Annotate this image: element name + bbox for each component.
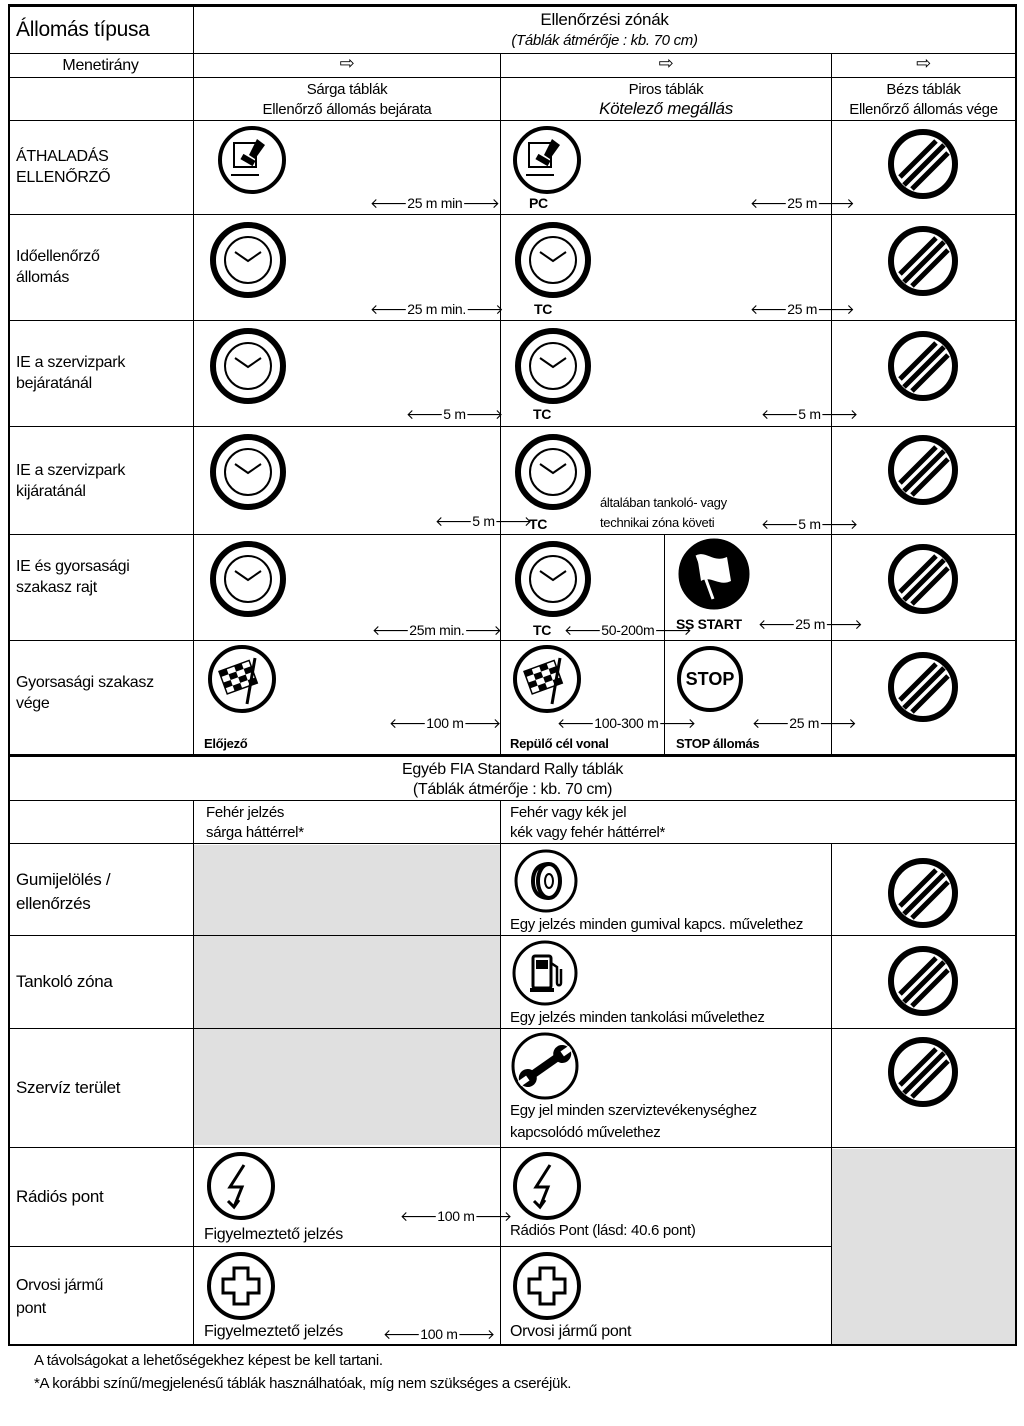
lightning-icon	[512, 1151, 582, 1221]
clock-icon	[514, 221, 592, 299]
clock-icon	[514, 327, 592, 405]
distance-label: 🡐50-200m🡒	[564, 622, 692, 638]
ss-start-label: SS START	[676, 616, 742, 632]
clock-icon	[209, 221, 287, 299]
footnote: A távolságokat a lehetőségekhez képest be kell tartani.	[34, 1352, 383, 1369]
distance-label: 🡐100 m🡒	[400, 1208, 512, 1224]
control-code: TC	[533, 622, 552, 638]
column-header: sárga háttérrel*	[206, 824, 304, 841]
column-header: Fehér vagy kék jel	[510, 804, 627, 821]
sign-caption: Előjező	[204, 736, 248, 751]
direction-arrow: ⇨	[339, 53, 355, 73]
end-zone-icon	[886, 127, 960, 201]
note-text: általában tankoló- vagy technikai zóna követi	[600, 495, 727, 530]
sign-caption: Figyelmeztető jelzés	[204, 1226, 343, 1243]
red-signs-title: Piros táblák	[628, 81, 704, 98]
distance-label: 🡐25 m🡒	[750, 195, 855, 211]
checkered-flag-icon	[512, 644, 582, 714]
wrench-icon	[510, 1031, 580, 1101]
control-code: PC	[529, 195, 548, 211]
sign-caption: Figyelmeztető jelzés	[204, 1323, 343, 1340]
end-zone-icon	[886, 856, 960, 930]
sign-caption: Egy jelzés minden tankolási művelethez	[510, 1009, 765, 1026]
tyre-icon	[513, 848, 579, 914]
station-type-header: Állomás típusa	[16, 18, 150, 41]
beige-signs-title: Bézs táblák	[886, 81, 961, 98]
distance-label: 🡐5 m🡒	[435, 513, 532, 529]
clock-icon	[209, 540, 287, 618]
column-header: kék vagy fehér háttérrel*	[510, 824, 666, 841]
end-zone-icon	[886, 542, 960, 616]
clock-icon	[209, 327, 287, 405]
row-label: Rádiós pont	[16, 1187, 104, 1206]
sign-caption: Egy jel minden szerviztevékenységhez kapcsolódó művelethez	[510, 1102, 757, 1141]
yellow-signs-subtitle: Ellenőrző állomás bejárata	[262, 101, 432, 118]
distance-label: 🡐5 m🡒	[761, 516, 858, 532]
end-zone-icon	[886, 1035, 960, 1109]
direction-arrow: ⇨	[658, 53, 674, 73]
row-label: ÁTHALADÁS ELLENŐRZŐ	[16, 148, 111, 186]
distance-label: 🡐25 m🡒	[750, 301, 855, 317]
distance-label: 🡐25 m🡒	[758, 616, 863, 632]
row-label: Gumijelölés / ellenőrzés	[16, 870, 111, 913]
footnote: *A korábbi színű/megjelenésű táblák használhatóak, míg nem szükséges a cseréjük.	[34, 1375, 572, 1392]
sign-caption: Orvosi jármű pont	[510, 1323, 632, 1340]
direction-arrow: ⇨	[916, 53, 931, 73]
flag-icon	[677, 537, 751, 611]
checkered-flag-icon	[207, 644, 277, 714]
clock-icon	[514, 433, 592, 511]
row-label: Időellenőrző állomás	[16, 248, 100, 286]
beige-signs-subtitle: Ellenőrző állomás vége	[849, 101, 998, 118]
distance-label: 🡐100 m🡒	[383, 1326, 495, 1342]
distance-label: 🡐25 m min.🡒	[370, 301, 504, 317]
distance-label: 🡐100-300 m🡒	[557, 715, 696, 731]
zones-title: Ellenőrzési zónák	[540, 10, 669, 29]
row-label: Gyorsasági szakasz vége	[16, 674, 154, 712]
sign-caption: Rádiós Pont (lásd: 40.6 pont)	[510, 1222, 696, 1239]
row-label: IE a szervizpark kijáratánál	[16, 462, 126, 500]
distance-label: 🡐25m min.🡒	[372, 622, 502, 638]
direction-label: Menetirány	[62, 57, 139, 74]
stop-sign-text: STOP	[685, 669, 735, 689]
row-label: Tankoló zóna	[16, 972, 113, 991]
zones-subtitle: (Táblák átmérője : kb. 70 cm)	[511, 32, 698, 49]
control-code: TC	[529, 516, 548, 532]
row-label: IE és gyorsasági szakasz rajt	[16, 558, 130, 596]
distance-label: 🡐25 m min🡒	[370, 195, 500, 211]
fuel-pump-icon	[511, 939, 579, 1007]
sign-caption: STOP állomás	[676, 736, 760, 751]
stop-sign-icon	[676, 645, 744, 713]
distance-label: 🡐5 m🡒	[406, 406, 503, 422]
end-zone-icon	[886, 433, 960, 507]
distance-label: 🡐5 m🡒	[761, 406, 858, 422]
row-label: Orvosi jármű pont	[16, 1277, 104, 1317]
stamp-icon	[512, 125, 582, 195]
empty-cell	[832, 1149, 1016, 1345]
empty-cell	[194, 845, 500, 1145]
sign-caption: Egy jelzés minden gumival kapcs. művelethez	[510, 916, 804, 933]
other-signs-title: Egyéb FIA Standard Rally táblák	[401, 761, 624, 778]
clock-icon	[514, 540, 592, 618]
end-zone-icon	[886, 944, 960, 1018]
distance-label: 🡐25 m🡒	[752, 715, 857, 731]
stamp-icon	[217, 125, 287, 195]
red-signs-subtitle: Kötelező megállás	[599, 99, 733, 118]
end-zone-icon	[886, 650, 960, 724]
distance-label: 🡐100 m🡒	[389, 715, 501, 731]
control-code: TC	[533, 406, 552, 422]
row-label: Szervíz terület	[16, 1078, 121, 1097]
end-zone-icon	[886, 224, 960, 298]
end-zone-icon	[886, 329, 960, 403]
yellow-signs-title: Sárga táblák	[306, 81, 388, 98]
column-header: Fehér jelzés	[206, 804, 285, 821]
lightning-icon	[206, 1151, 276, 1221]
row-label: IE a szervizpark bejáratánál	[16, 354, 126, 392]
other-signs-subtitle: (Táblák átmérője : kb. 70 cm)	[412, 781, 613, 798]
sign-caption: Repülő cél vonal	[510, 736, 609, 751]
medical-cross-icon	[206, 1251, 276, 1321]
clock-icon	[209, 433, 287, 511]
control-code: TC	[534, 301, 553, 317]
medical-cross-icon	[512, 1251, 582, 1321]
